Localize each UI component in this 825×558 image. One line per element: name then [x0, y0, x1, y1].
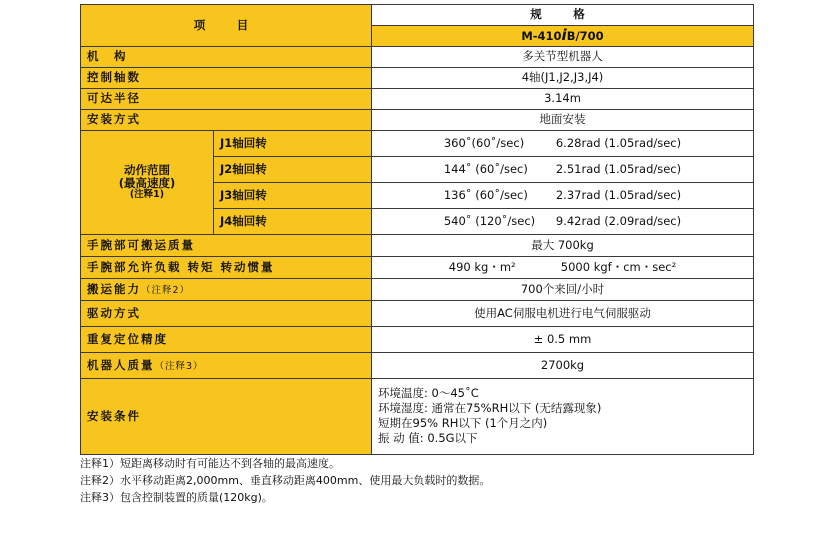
model-name: M-410iB/700 [372, 26, 754, 47]
axis-j3-value: 136˚ (60˚/sec) 2.37rad (1.05rad/sec) [372, 183, 754, 209]
row-label-structure: 机 构 [81, 47, 372, 68]
axis-j2-label: J2轴回转 [214, 157, 372, 183]
header-item: 项 目 [81, 5, 372, 47]
footnote-2: 注释2）水平移动距离2,000mm、垂直移动距离400mm、使用最大负载时的数据。 [80, 474, 491, 487]
row-label-wrist: 手腕部允许负载 转矩 转动惯量 [81, 257, 372, 279]
axis-j1-value: 360˚(60˚/sec) 6.28rad (1.05rad/sec) [372, 131, 754, 157]
axis-j2-value: 144˚ (60˚/sec) 2.51rad (1.05rad/sec) [372, 157, 754, 183]
row-value-mass: 2700kg [372, 353, 754, 379]
condition-line: 环境湿度: 通常在75%RH以下 (无结露现象) [378, 400, 602, 415]
axis-j3-label: J3轴回转 [214, 183, 372, 209]
row-label-capacity: 搬运能力（注释2） [81, 279, 372, 301]
row-label-repeat: 重复定位精度 [81, 327, 372, 353]
row-label-install: 安装方式 [81, 110, 372, 131]
row-label-conditions: 安装条件 [81, 379, 372, 455]
axis-j4-label: J4轴回转 [214, 209, 372, 235]
row-value-axes: 4轴(J1,J2,J3,J4) [372, 68, 754, 89]
footnote-1: 注释1）短距离移动时有可能达不到各轴的最高速度。 [80, 457, 340, 470]
axis-j4-value: 540˚ (120˚/sec) 9.42rad (2.09rad/sec) [372, 209, 754, 235]
row-value-repeat: ± 0.5 mm [372, 327, 754, 353]
row-value-conditions [372, 379, 754, 455]
condition-line: 振 动 值: 0.5G以下 [378, 430, 478, 445]
row-value-install: 地面安装 [372, 110, 754, 131]
row-value-wrist: 490 kg・m² 5000 kgf・cm・sec² [372, 257, 754, 279]
row-label-payload: 手腕部可搬运质量 [81, 235, 372, 257]
row-label-drive: 驱动方式 [81, 301, 372, 327]
spec-table [80, 4, 754, 455]
header-spec: 规 格 [372, 5, 754, 26]
row-value-structure: 多关节型机器人 [372, 47, 754, 68]
row-value-reach: 3.14m [372, 89, 754, 110]
row-label-mass: 机器人质量（注释3） [81, 353, 372, 379]
motion-range-label: 动作范围 (最高速度) (注释1) [81, 131, 214, 235]
row-value-payload: 最大 700kg [372, 235, 754, 257]
row-label-reach: 可达半径 [81, 89, 372, 110]
condition-line: 短期在95% RH以下 (1个月之内) [378, 415, 548, 430]
condition-line: 环境温度: 0～45˚C [378, 385, 479, 400]
row-label-axes: 控制轴数 [81, 68, 372, 89]
row-value-capacity: 700个来回/小时 [372, 279, 754, 301]
axis-j1-label: J1轴回转 [214, 131, 372, 157]
footnotes [80, 455, 490, 506]
row-value-drive: 使用AC伺服电机进行电气伺服驱动 [372, 301, 754, 327]
footnote-3: 注释3）包含控制装置的质量(120kg)。 [80, 491, 273, 504]
